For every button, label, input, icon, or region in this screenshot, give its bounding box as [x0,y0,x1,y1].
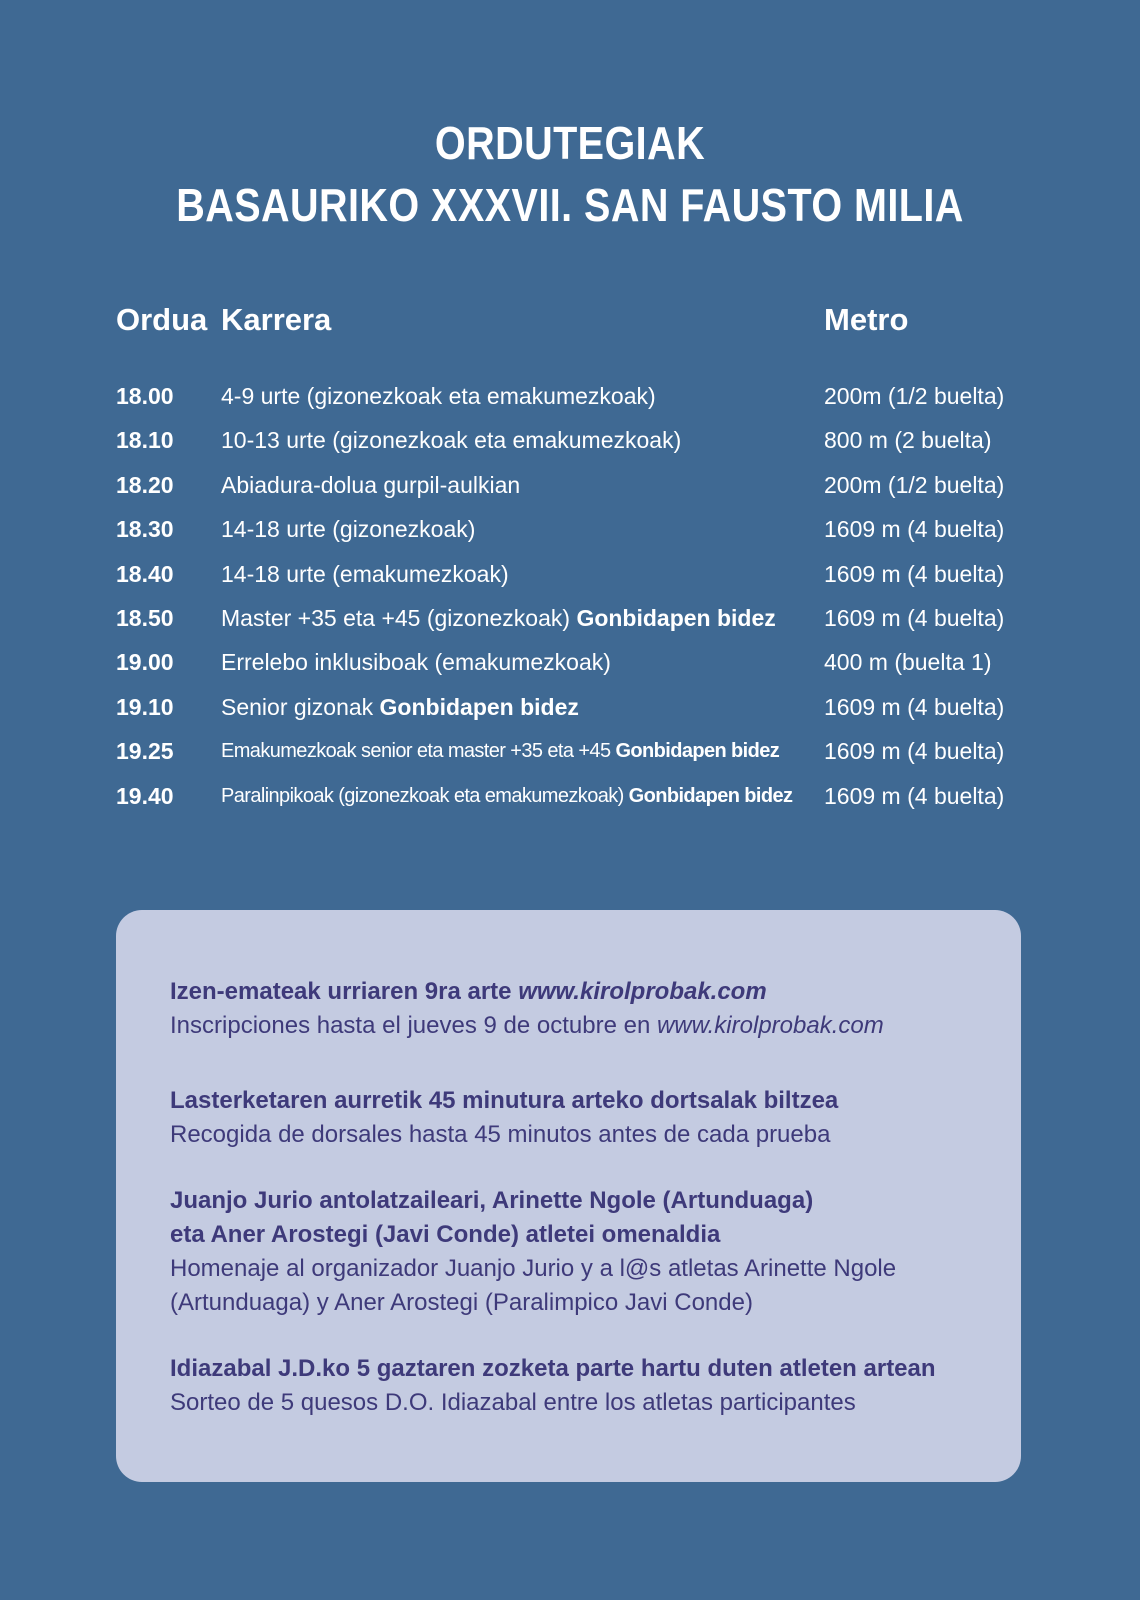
registration-info [170,975,990,1043]
invitation-label: Gonbidapen bidez [628,784,793,807]
header-distance: Metro [824,302,909,337]
row-race: Paralinpikoak (gizonezkoak eta emakumezkoak) Gonbidapen bidez [221,784,793,807]
row-race: 14-18 urte (gizonezkoak) [221,516,476,543]
tribute-info [170,1184,990,1320]
bibs-es: Recogida de dorsales hasta 45 minutos antes de cada prueba [170,1121,831,1148]
row-race: Abiadura-dolua gurpil-aulkian [221,471,521,498]
tribute-es-line-2: (Artunduaga) y Aner Arostegi (Paralimpico Javi Conde) [170,1289,753,1316]
row-distance: 1609 m (4 buelta) [824,516,1005,543]
row-distance: 200m (1/2 buelta) [824,471,1005,498]
table-row [0,731,1140,775]
table-row [0,776,1140,820]
row-time: 18.40 [116,560,174,587]
row-time: 18.00 [116,383,174,409]
table-row [0,687,1140,731]
table-row [0,376,1140,420]
row-race: Emakumezkoak senior eta master +35 eta +45 Gonbidapen bidez [221,740,780,763]
invitation-label: Gonbidapen bidez [379,693,579,720]
raffle-info [170,1352,990,1420]
raffle-eu: Idiazabal J.D.ko 5 gaztaren zozketa parte hartu duten atleten artean [170,1355,936,1382]
table-row [0,509,1140,553]
table-row [0,642,1140,686]
title-line-1: ORDUTEGIAK [434,117,706,169]
header-time: Ordua [116,302,208,337]
table-row [0,465,1140,509]
page-title [80,112,1060,236]
row-distance: 1609 m (4 buelta) [824,693,1005,720]
invitation-label: Gonbidapen bidez [576,604,776,631]
row-race: 10-13 urte (gizonezkoak eta emakumezkoak) [221,427,682,454]
row-time: 19.00 [116,649,174,676]
registration-link-es[interactable]: www.kirolprobak.com [656,1012,884,1039]
registration-es: Inscripciones hasta el jueves 9 de octubre en www.kirolprobak.com [170,1012,884,1039]
row-time: 18.10 [116,427,174,454]
row-distance: 1609 m (4 buelta) [824,560,1005,587]
row-race: Senior gizonak Gonbidapen bidez [221,693,579,720]
row-race: Errelebo inklusiboak (emakumezkoak) [221,649,611,676]
table-row [0,554,1140,598]
bibs-info [170,1084,990,1152]
row-distance: 400 m (buelta 1) [824,649,992,676]
row-race: Master +35 eta +45 (gizonezkoak) Gonbidapen bidez [221,604,776,631]
info-box [116,910,1021,1482]
tribute-eu-line-2: eta Aner Arostegi (Javi Conde) atletei omenaldia [170,1221,721,1248]
row-distance: 1609 m (4 buelta) [824,604,1005,631]
row-distance: 800 m (2 buelta) [824,427,992,454]
tribute-es-line-1: Homenaje al organizador Juanjo Jurio y a l@s atletas Arinette Ngole [170,1255,897,1282]
row-time: 18.20 [116,471,174,498]
row-time: 19.10 [116,693,174,720]
raffle-es: Sorteo de 5 quesos D.O. Idiazabal entre los atletas participantes [170,1389,856,1416]
header-race: Karrera [221,302,332,337]
title-line-2: BASAURIKO XXXVII. SAN FAUSTO MILIA [176,179,964,231]
invitation-label: Gonbidapen bidez [615,740,780,763]
row-race: 14-18 urte (emakumezkoak) [221,560,509,587]
row-distance: 200m (1/2 buelta) [824,383,1005,409]
row-distance: 1609 m (4 buelta) [824,738,1005,765]
schedule-table [0,376,1140,820]
row-time: 18.30 [116,516,174,543]
registration-eu: Izen-emateak urriaren 9ra arte www.kirolprobak.com [170,978,767,1005]
row-distance: 1609 m (4 buelta) [824,782,1005,809]
registration-link-eu[interactable]: www.kirolprobak.com [518,978,767,1005]
table-row [0,598,1140,642]
tribute-eu-line-1: Juanjo Jurio antolatzaileari, Arinette Ngole (Artunduaga) [170,1187,814,1214]
row-time: 18.50 [116,604,174,631]
table-row [0,420,1140,464]
row-time: 19.40 [116,782,174,809]
bibs-eu: Lasterketaren aurretik 45 minutura arteko dortsalak biltzea [170,1087,839,1114]
row-race: 4-9 urte (gizonezkoak eta emakumezkoak) [221,383,656,409]
row-time: 19.25 [116,738,174,765]
